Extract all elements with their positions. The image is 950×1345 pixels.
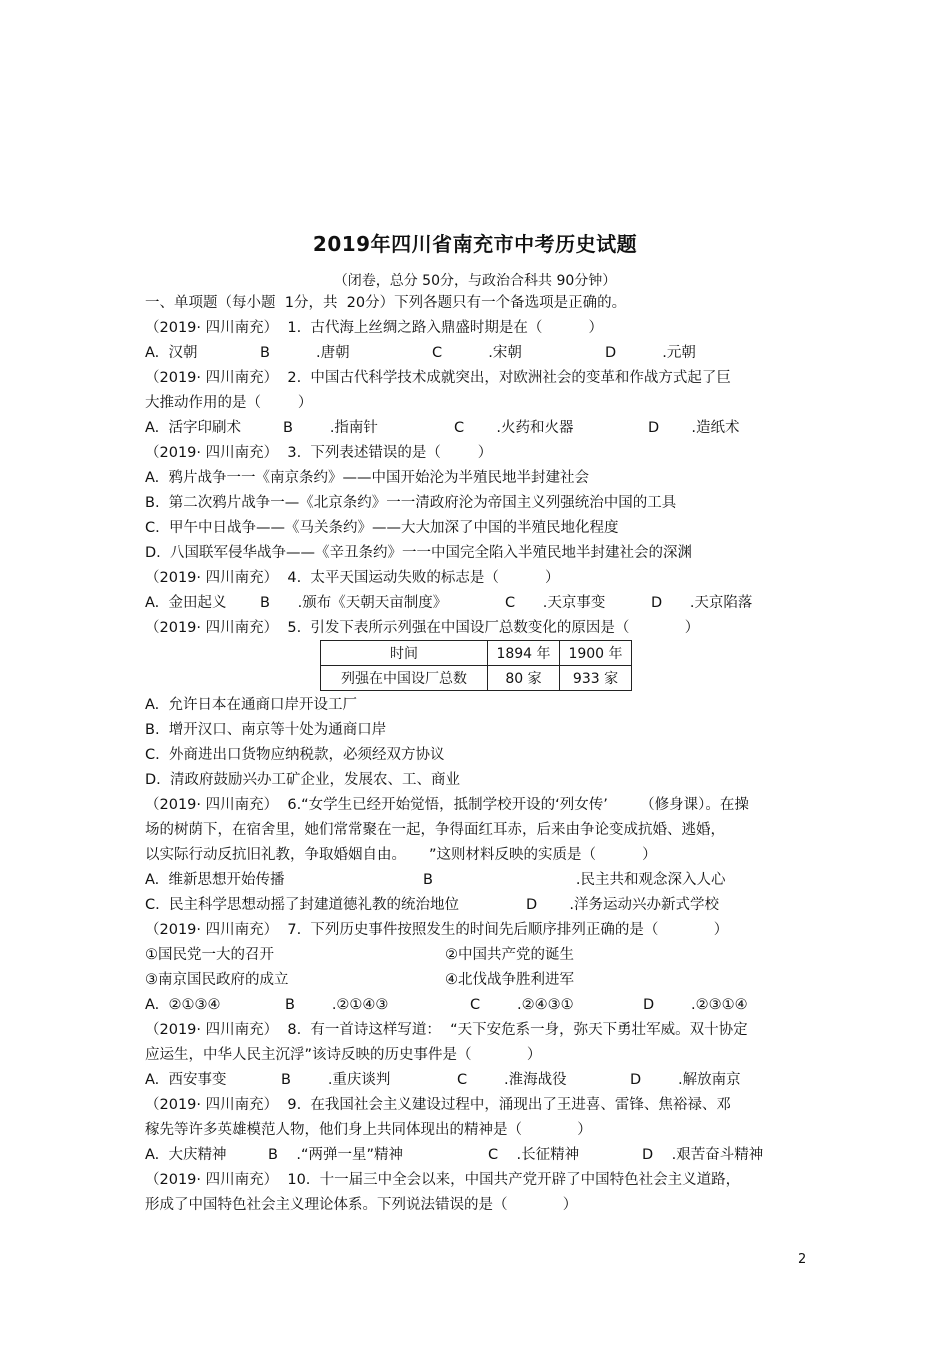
question-6-option-d: D .洋务运动兴办新式学校 [526, 897, 720, 913]
question-1-option-b: B .唐朝 [260, 345, 350, 361]
question-6-stem-cont-2: 以实际行动反抗旧礼教，争取婚姻自由。 ”这则材料反映的实质是（ ） [145, 847, 657, 863]
question-2-option-b: B .指南针 [283, 420, 378, 436]
table-header-row [321, 641, 632, 666]
question-2-option-a: A. 活字印刷术 [145, 420, 241, 436]
question-10-stem: （2019· 四川南充） 10. 十一届三中全会以来，中国共产党开辟了中国特色社会主义道路， [145, 1172, 741, 1188]
question-7-option-d: D .②③①④ [643, 997, 748, 1013]
question-4-stem: （2019· 四川南充） 4. 太平天国运动失败的标志是（ ） [145, 570, 560, 586]
question-7-option-c: C .②④③① [470, 997, 574, 1013]
page-title: 2019年四川省南充市中考历史试题 [312, 232, 638, 256]
question-7-option-b: B .②①④③ [285, 997, 389, 1013]
question-7-option-a: A. ②①③④ [145, 997, 221, 1013]
factory-count-table [320, 640, 632, 691]
exam-subtitle: （闭卷，总分 50分，与政治合科共 90分钟） [333, 273, 617, 289]
question-8-stem: （2019· 四川南充） 8. 有一首诗这样写道： “天下安危系一身，弥天下勇壮军威。双十协定 [145, 1022, 748, 1038]
table-cell: 80 家 [488, 666, 560, 691]
question-1-stem: （2019· 四川南充） 1. 古代海上丝绸之路入鼎盛时期是在（ ） [145, 320, 603, 336]
table-header-cell: 时间 [321, 641, 488, 666]
question-2-stem: （2019· 四川南充） 2. 中国古代科学技术成就突出，对欧洲社会的变革和作战方式起了巨 [145, 370, 731, 386]
question-6-option-c: C. 民主科学思想动摇了封建道德礼教的统治地位 [145, 897, 459, 913]
question-8-option-a: A. 西安事变 [145, 1072, 227, 1088]
question-2-stem-cont: 大推动作用的是（ ） [145, 395, 313, 411]
table-cell: 933 家 [560, 666, 632, 691]
question-5-option-b: B. 增开汉口、南京等十处为通商口岸 [145, 722, 387, 738]
question-3-stem: （2019· 四川南充） 3. 下列表述错误的是（ ） [145, 445, 493, 461]
question-1-option-c: C .宋朝 [432, 345, 522, 361]
question-5-option-d: D. 清政府鼓励兴办工矿企业，发展农、工、商业 [145, 772, 460, 788]
question-1-option-a: A. 汉朝 [145, 345, 198, 361]
question-7-item: ①国民党一大的召开 [145, 947, 274, 963]
question-8-option-d: D .解放南京 [630, 1072, 741, 1088]
question-8-option-b: B .重庆谈判 [281, 1072, 391, 1088]
question-2-option-d: D .造纸术 [648, 420, 740, 436]
question-9-option-b: B .“两弹一星”精神 [268, 1147, 404, 1163]
question-9-option-a: A. 大庆精神 [145, 1147, 227, 1163]
table-row [321, 666, 632, 691]
question-6-stem: （2019· 四川南充） 6.“女学生已经开始觉悟，抵制学校开设的‘列女传’ （修身课）。在操 [145, 797, 749, 813]
question-4-option-b: B .颁布《天朝天亩制度》 [260, 595, 448, 611]
question-10-stem-cont: 形成了中国特色社会主义理论体系。下列说法错误的是（ ） [145, 1197, 578, 1213]
question-5-stem: （2019· 四川南充） 5. 引发下表所示列强在中国设厂总数变化的原因是（ ） [145, 620, 700, 636]
question-3-option-b: B. 第二次鸦片战争一—《北京条约》一一清政府沦为帝国主义列强统治中国的工具 [145, 495, 677, 511]
question-8-option-c: C .淮海战役 [457, 1072, 567, 1088]
question-6-option-b: B .民主共和观念深入人心 [423, 872, 726, 888]
question-7-stem: （2019· 四川南充） 7. 下列历史事件按照发生的时间先后顺序排列正确的是（ ） [145, 922, 729, 938]
question-4-option-d: D .天京陷落 [651, 595, 753, 611]
question-5-option-a: A. 允许日本在通商口岸开设工厂 [145, 697, 357, 713]
question-5-option-c: C. 外商进出口货物应纳税款，必须经双方协议 [145, 747, 445, 763]
question-9-option-c: C .长征精神 [488, 1147, 580, 1163]
question-3-option-a: A. 鸦片战争一一《南京条约》——中国开始沦为半殖民地半封建社会 [145, 470, 589, 486]
question-2-option-c: C .火药和火器 [454, 420, 574, 436]
question-4-option-a: A. 金田起义 [145, 595, 227, 611]
question-7-item: ②中国共产党的诞生 [445, 947, 574, 963]
question-3-option-c: C. 甲午中日战争——《马关条约》——大大加深了中国的半殖民地化程度 [145, 520, 619, 536]
table-cell: 列强在中国设厂总数 [321, 666, 488, 691]
question-7-item: ④北伐战争胜利进军 [445, 972, 574, 988]
question-1-option-d: D .元朝 [605, 345, 696, 361]
question-3-option-d: D. 八国联军侵华战争——《辛丑条约》一一中国完全陷入半殖民地半封建社会的深渊 [145, 545, 692, 561]
question-6-option-a: A. 维新思想开始传播 [145, 872, 285, 888]
question-8-stem-cont: 应运生，中华人民主沉浮”该诗反映的历史事件是（ ） [145, 1047, 542, 1063]
question-9-stem: （2019· 四川南充） 9. 在我国社会主义建设过程中，涌现出了王进喜、雷锋、焦裕禄、邓 [145, 1097, 731, 1113]
question-6-stem-cont: 场的树荫下，在宿舍里，她们常常聚在一起，争得面红耳赤，后来由争论变成抗婚、逃婚， [145, 822, 725, 838]
table-header-cell: 1900 年 [560, 641, 632, 666]
question-7-item: ③南京国民政府的成立 [145, 972, 289, 988]
question-9-option-d: D .艰苦奋斗精神 [642, 1147, 764, 1163]
question-4-option-c: C .天京事变 [505, 595, 606, 611]
page-number: 2 [798, 1252, 807, 1267]
section-heading: 一、单项题（每小题 1分，共 20分）下列各题只有一个备选项是正确的。 [145, 295, 627, 311]
table-header-cell: 1894 年 [488, 641, 560, 666]
question-9-stem-cont: 稼先等许多英雄模范人物，他们身上共同体现出的精神是（ ） [145, 1122, 592, 1138]
